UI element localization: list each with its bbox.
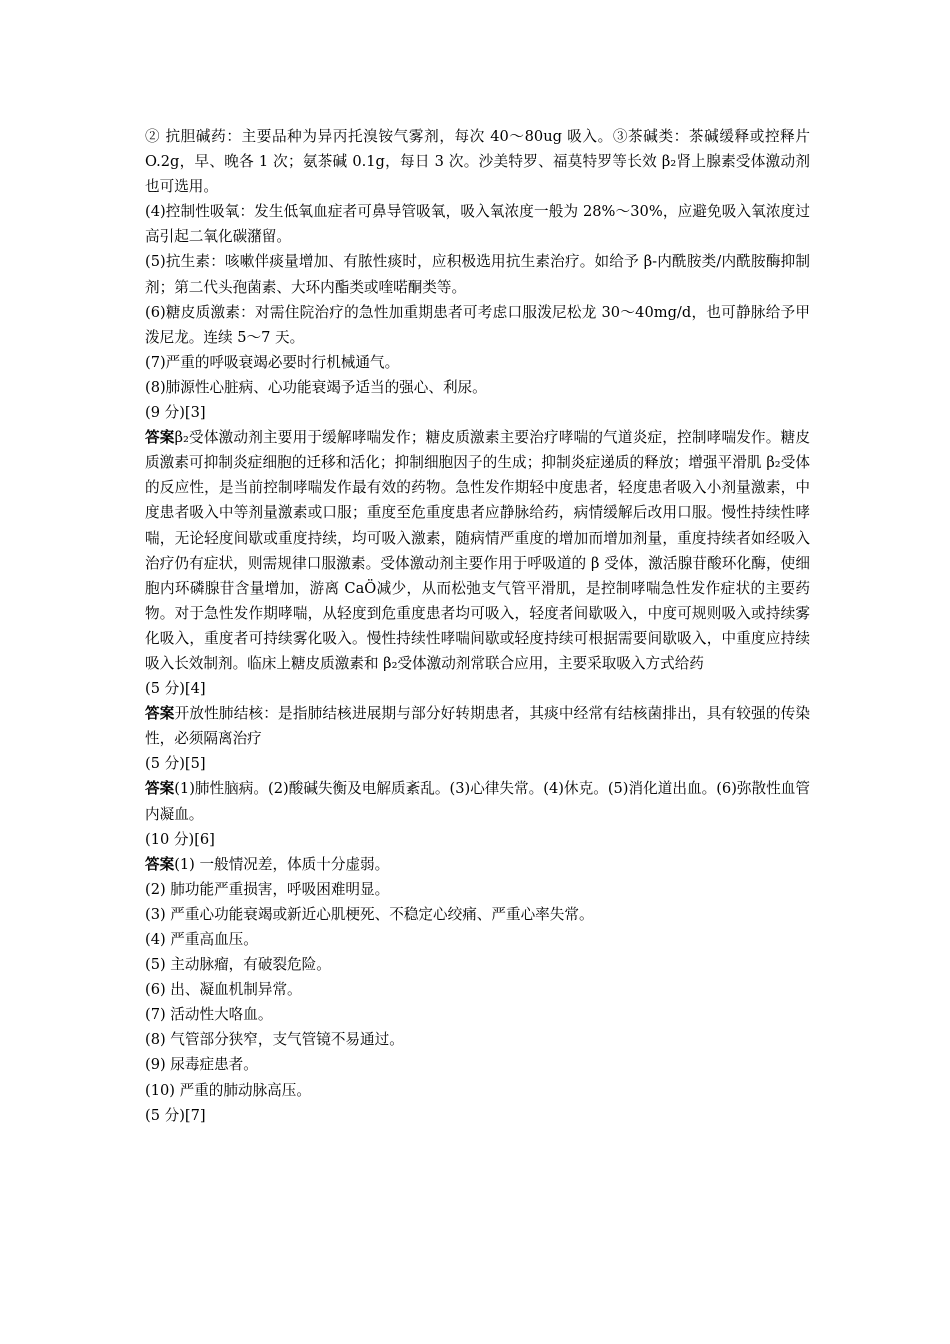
- list-item: [145, 977, 810, 1002]
- paragraph-anticholinergic: [145, 124, 810, 199]
- answer-contraindications: [145, 852, 810, 877]
- list-item: [145, 927, 810, 952]
- paragraph-text: (8) 气管部分狭窄，支气管镜不易通过。: [145, 1031, 404, 1049]
- paragraph-text: (10) 严重的肺动脉高压。: [145, 1081, 311, 1099]
- paragraph-text: (1)肺性脑病。(2)酸碱失衡及电解质紊乱。(3)心律失常。(4)休克。(5)消化道出血。(6)弥散性血管内凝血。: [145, 780, 810, 823]
- paragraph-text: (5 分)[5]: [145, 755, 206, 773]
- paragraph-text: (9 分)[3]: [145, 404, 206, 422]
- paragraph-text: 开放性肺结核：是指肺结核进展期与部分好转期患者，其痰中经常有结核菌排出，具有较强的传染性，必须隔离治疗: [145, 705, 810, 748]
- paragraph-text: (1) 一般情况差，体质十分虚弱。: [174, 855, 390, 873]
- paragraph-text: (5 分)[4]: [145, 680, 206, 698]
- paragraph-text: (3) 严重心功能衰竭或新近心肌梗死、不稳定心绞痛、严重心率失常。: [145, 905, 594, 923]
- paragraph-text: (7)严重的呼吸衰竭必要时行机械通气。: [145, 353, 400, 371]
- paragraph-text: (5) 主动脉瘤，有破裂危险。: [145, 956, 331, 974]
- paragraph-text: (2) 肺功能严重损害，呼吸困难明显。: [145, 880, 390, 898]
- paragraph-text: (6) 出、凝血机制异常。: [145, 981, 302, 999]
- answer-open-tuberculosis: [145, 701, 810, 751]
- answer-label: 答案: [145, 855, 175, 873]
- paragraph-text: (5)抗生素：咳嗽伴痰量增加、有脓性痰时，应积极选用抗生素治疗。如给予 β-内酰胺类/内酰胺酶抑制剂；第二代头孢菌素、大环内酯类或喹喏酮类等。: [145, 253, 810, 296]
- paragraph-text: (10 分)[6]: [145, 830, 215, 848]
- score-marker: [145, 827, 810, 852]
- paragraph-text: (4) 严重高血压。: [145, 931, 258, 948]
- paragraph-heart-failure: [145, 375, 810, 400]
- answer-label: 答案: [145, 780, 175, 798]
- answer-label: 答案: [145, 429, 175, 447]
- list-item: [145, 952, 810, 977]
- score-marker: [145, 751, 810, 776]
- paragraph-glucocorticoids: [145, 300, 810, 350]
- paragraph-antibiotics: [145, 249, 810, 299]
- paragraph-text: (5 分)[7]: [145, 1106, 206, 1124]
- list-item: [145, 1078, 810, 1103]
- paragraph-text: (6)糖皮质激素：对需住院治疗的急性加重期患者可考虑口服泼尼松龙 30～40mg/d，也可静脉给予甲泼尼龙。连续 5～7 天。: [145, 303, 810, 346]
- paragraph-mechanical-ventilation: [145, 350, 810, 375]
- score-marker: [145, 400, 810, 425]
- answer-label: 答案: [145, 705, 175, 723]
- paragraph-text: ② 抗胆碱药：主要品种为异丙托溴铵气雾剂，每次 40～80ug 吸入。③茶碱类：茶碱缓释或控释片 O.2g，早、晚各 1 次；氨茶碱 0.1g，每日 3 次。沙美特罗、福莫特罗等长效 β₂肾上腺素受体激动剂也可选用。: [145, 128, 810, 196]
- paragraph-text: (8)肺源性心脏病、心功能衰竭予适当的强心、利尿。: [145, 378, 487, 396]
- paragraph-text: β₂受体激动剂主要用于缓解哮喘发作；糖皮质激素主要治疗哮喘的气道炎症，控制哮喘发作。糖皮质激素可抑制炎症细胞的迁移和活化；抑制细胞因子的生成；抑制炎症递质的释放；增强平滑肌 β₂受体的反应性，是当前控制哮喘发作最有效的药物。急性发作期轻中度患者，轻度患者吸入小剂量激素，中度患者吸入中等剂量激素或口服；重度至危重度患者应静脉给药，病情缓解后改用口服。慢性持续性哮喘，无论轻度间歇或重度持续，均可吸入激素，随病情严重度的增加而增加剂量，重度持续者如经吸入治疗仍有症状，则需规律口服激素。受体激动剂主要作用于呼吸道的 β 受体，激活腺苷酸环化酶，使细胞内环磷腺苷含量增加，游离 CaÖ减少，从而松弛支气管平滑肌，是控制哮喘急性发作症状的主要药物。对于急性发作期哮喘，从轻度到危重度患者均可吸入，轻度者间歇吸入，中度可规则吸入或持续雾化吸入，重度者可持续雾化吸入。慢性持续性哮喘间歇或轻度持续可根据需要间歇吸入，中重度应持续吸入长效制剂。临床上糖皮质激素和 β₂受体激动剂常联合应用，主要采取吸入方式给药: [145, 429, 810, 672]
- list-item: [145, 1052, 810, 1077]
- list-item: [145, 877, 810, 902]
- list-item: [145, 902, 810, 927]
- paragraph-text: (4)控制性吸氧：发生低氧血症者可鼻导管吸氧，吸入氧浓度一般为 28%～30%，应避免吸入氧浓度过高引起二氧化碳潴留。: [145, 203, 810, 246]
- paragraph-oxygen-therapy: [145, 199, 810, 249]
- score-marker: [145, 1103, 810, 1128]
- paragraph-text: (7) 活动性大咯血。: [145, 1006, 273, 1024]
- paragraph-text: (9) 尿毒症患者。: [145, 1056, 258, 1074]
- list-item: [145, 1027, 810, 1052]
- score-marker: [145, 676, 810, 701]
- answer-asthma-drugs: [145, 425, 810, 676]
- answer-complications: [145, 776, 810, 826]
- list-item: [145, 1002, 810, 1027]
- document-body: [145, 124, 810, 1128]
